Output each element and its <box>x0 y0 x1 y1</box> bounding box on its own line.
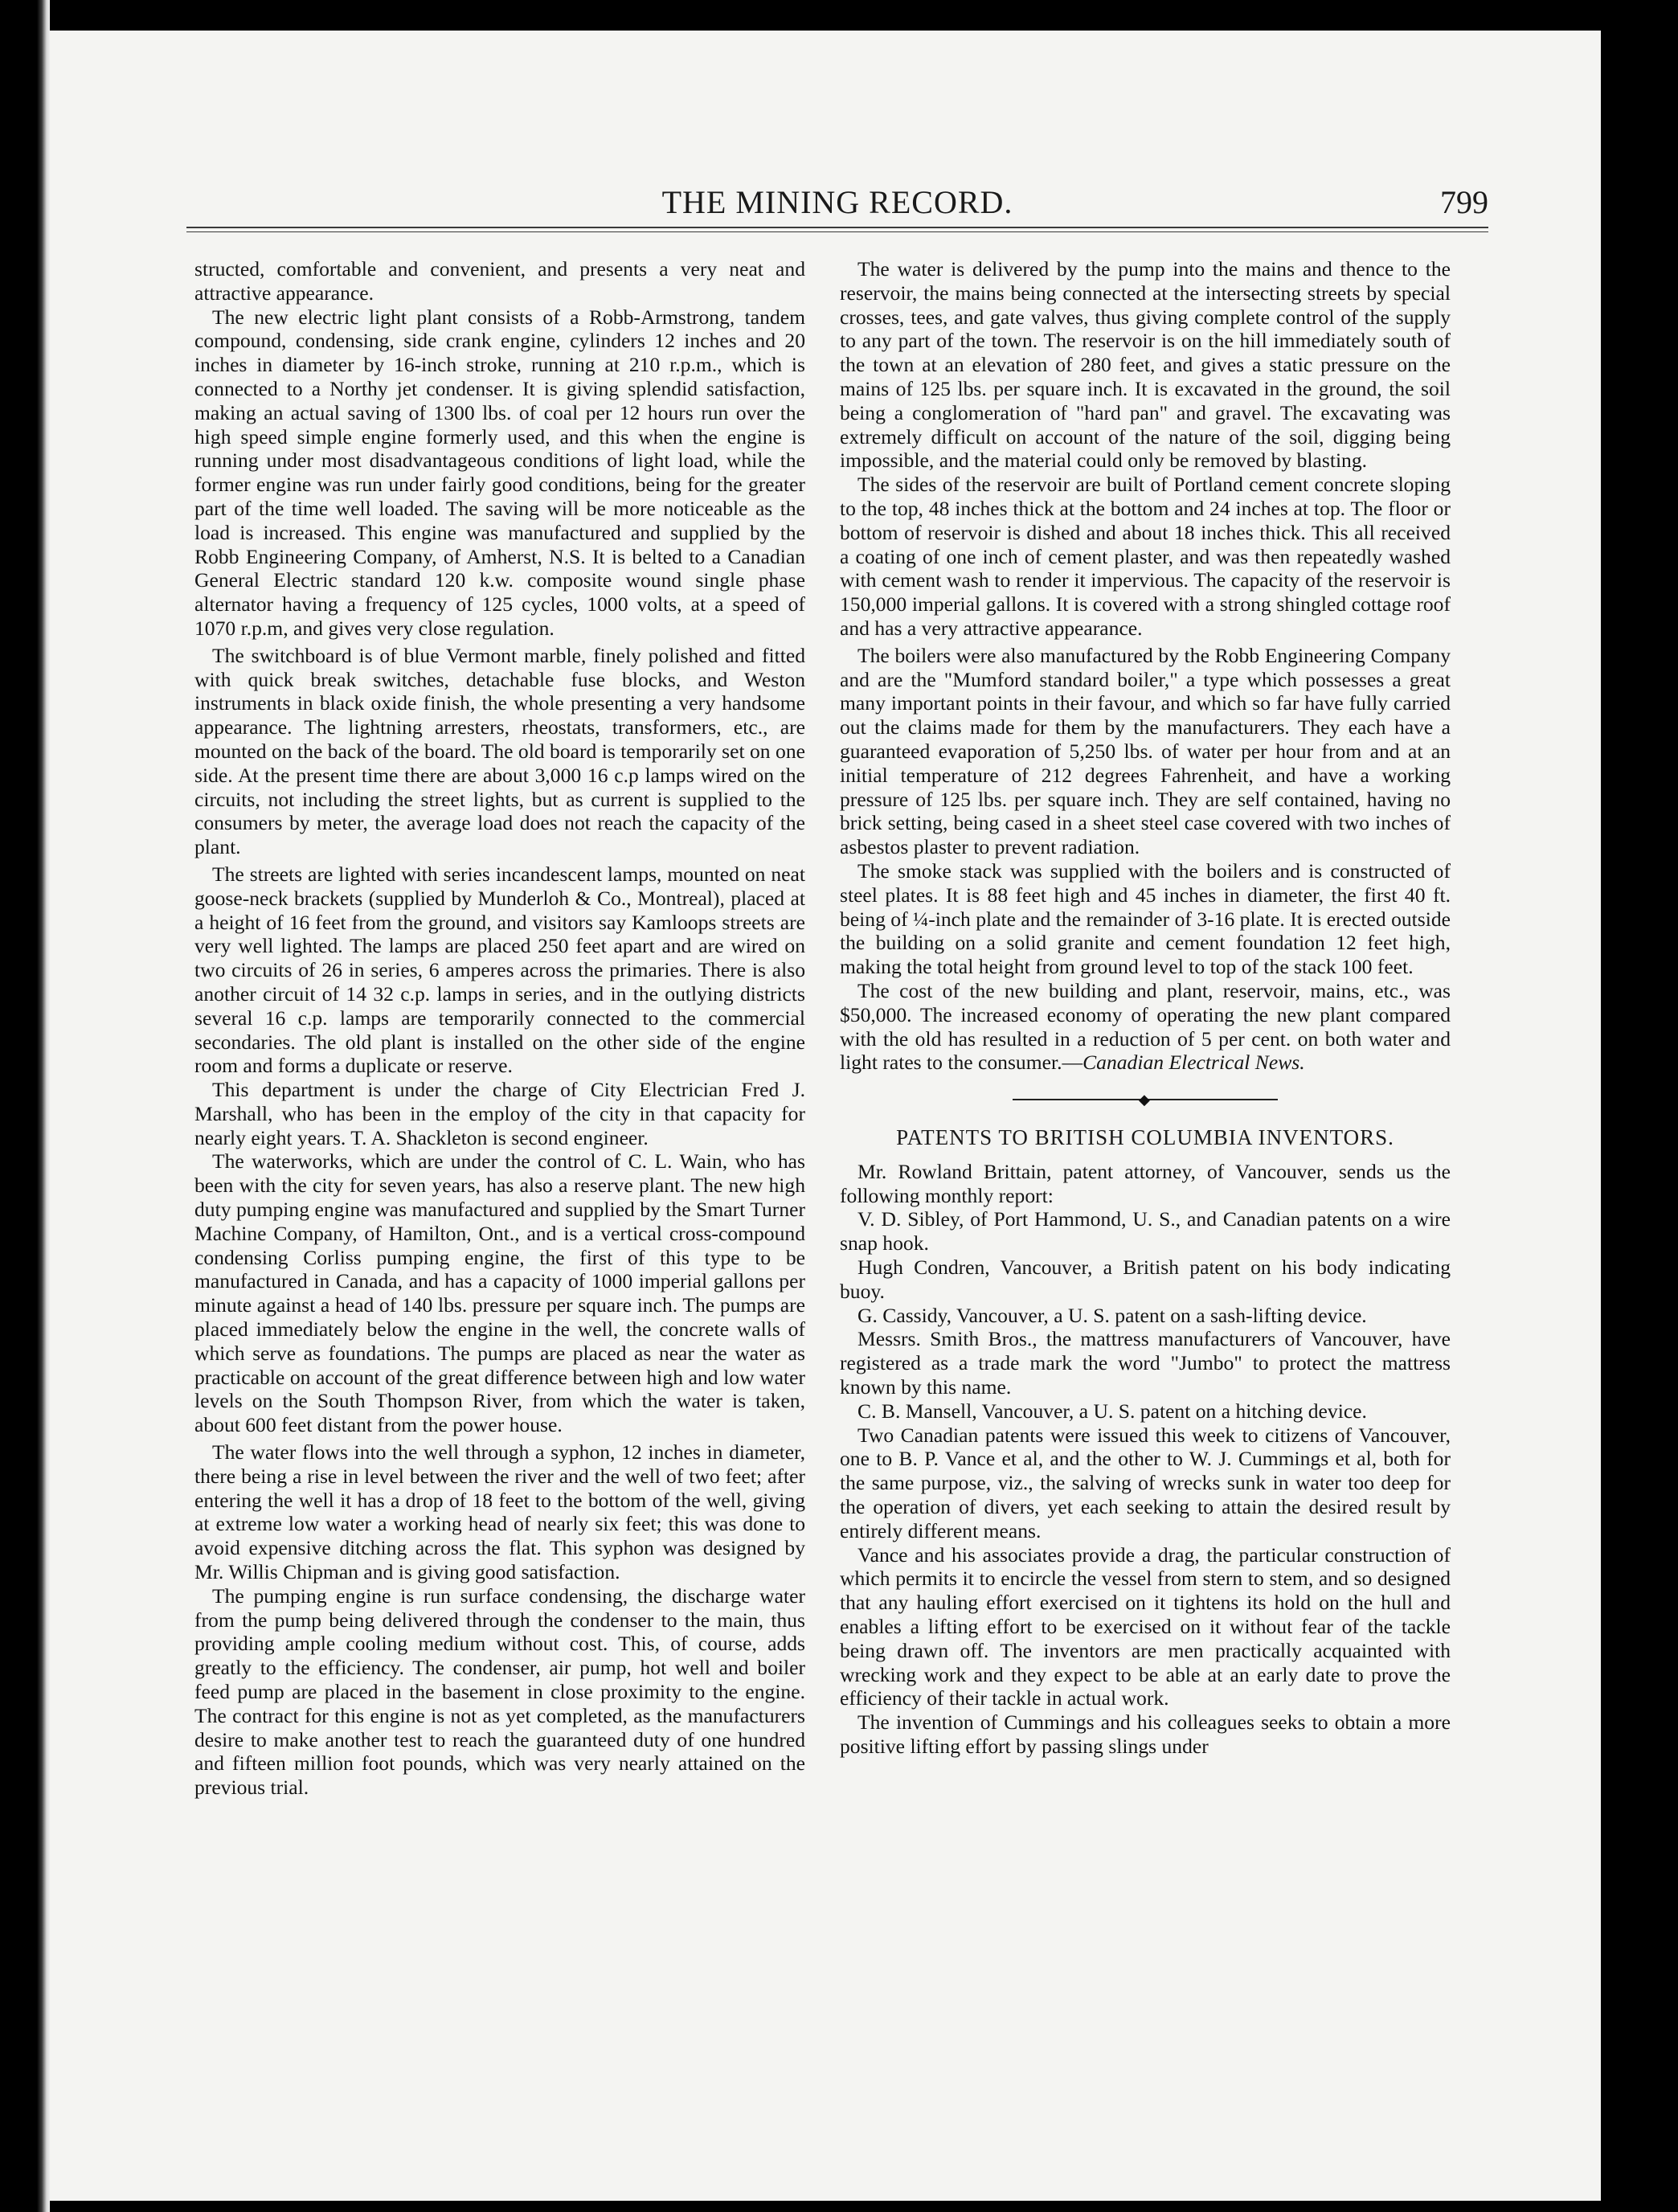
paragraph: V. D. Sibley, of Port Hammond, U. S., and Canadian patents on a wire snap hook. <box>840 1207 1451 1256</box>
section-divider <box>840 1088 1451 1112</box>
paragraph: G. Cassidy, Vancouver, a U. S. patent on a sash-lifting device. <box>857 1303 1367 1327</box>
paragraph: Two Canadian patents were issued this week to citizens of Vancouver, one to B. P. Vance et al, and the other to W. J. Cummings et al, both for the same purpose, viz., the salving of wrecks sunk in water too deep for the operation of divers, yet each seeking to attain the desired result by entirely different means. <box>840 1423 1451 1542</box>
paragraph: C. B. Mansell, Vancouver, a U. S. patent on a hitching device. <box>857 1399 1367 1423</box>
header-rule-thin <box>186 231 1488 232</box>
paragraph: This department is under the charge of City Electrician Fred J. Marshall, who has been in the employ of the city in that capacity for nearly eight years. T. A. Shackleton is second engineer. <box>194 1078 805 1149</box>
header-rule <box>186 227 1488 228</box>
paragraph: The boilers were also manufactured by the Robb Engineering Company and are the "Mumford standard boiler," a type which possesses a great many important points in their favour, and which so far have fully carried out the claims made for them by the manufacturers. They each have a guaranteed evaporation of 5,250 lbs. of water per hour from and at an initial temperature of 212 degrees Fahrenheit, and have a working pressure of 125 lbs. per square inch. They are self contained, having no brick setting, being cased in a sheet steel case covered with two inches of asbestos plaster to prevent radiation. <box>840 643 1451 859</box>
paragraph: structed, comfortable and convenient, and presents a very neat and attractive appearance. <box>194 257 805 305</box>
paragraph: The water is delivered by the pump into the mains and thence to the reservoir, the mains being connected at the intersecting streets by special crosses, tees, and gate valves, thus giving complete control of the supply to any part of the town. The reservoir is on the hill immediately south of the town at an elevation of 280 feet, and gives a static pressure on the mains of 125 lbs. per square inch. It is excavated in the ground, the soil being a conglomeration of "hard pan" and gravel. The excavating was extremely difficult on account of the nature of the soil, digging being impossible, and the material could only be removed by blasting. <box>840 257 1451 473</box>
page-number: 799 <box>1440 184 1488 220</box>
paragraph: Hugh Condren, Vancouver, a British patent on his body indicating buoy. <box>840 1256 1451 1303</box>
running-header <box>186 141 1488 238</box>
right-column <box>840 257 1451 1759</box>
paragraph: The switchboard is of blue Vermont marble, finely polished and fitted with quick break switches, detachable fuse blocks, and Weston instruments in black oxide finish, the whole presenting a very handsome appearance. The lightning arresters, rheostats, transformers, etc., are mounted on the back of the board. The old board is temporarily set on one side. At the present time there are about 3,000 16 c.p lamps wired on the circuits, not including the street lights, but as current is supplied to the consumers by meter, the average load does not reach the capacity of the plant. <box>194 643 805 859</box>
publication-title: THE MINING RECORD. <box>661 184 1013 220</box>
section-title: PATENTS TO BRITISH COLUMBIA INVENTORS. <box>896 1125 1394 1150</box>
document-page <box>50 31 1601 2201</box>
paragraph: The water flows into the well through a syphon, 12 inches in diameter, there being a rise in level between the river and the well of two feet; after entering the well it has a drop of 18 feet to the bottom of the well, giving at extreme low water a working head of nearly six feet; this was done to avoid expensive ditching across the flat. This syphon was designed by Mr. Willis Chipman and is giving good satisfaction. <box>194 1440 805 1584</box>
paragraph: Mr. Rowland Brittain, patent attorney, of Vancouver, sends us the following monthly report: <box>840 1159 1451 1207</box>
paragraph: The streets are lighted with series incandescent lamps, mounted on neat goose-neck brackets (supplied by Munderloh & Co., Montreal), placed at a height of 16 feet from the ground, and visitors say Kamloops streets are very well lighted. The lamps are placed 250 feet apart and are wired on two circuits of 26 in series, 6 amperes across the primaries. There is also another circuit of 14 32 c.p. lamps in series, and in the outlying districts several 16 c.p. lamps are temporarily connected to the commercial secondaries. The old plant is installed on the other side of the engine room and forms a duplicate or reserve. <box>194 862 805 1078</box>
paragraph: The waterworks, which are under the control of C. L. Wain, who has been with the city for seven years, has also a reserve plant. The new high duty pumping engine was manufactured and supplied by the Smart Turner Machine Company, of Hamilton, Ont., and is a vertical cross-compound condensing Corliss pumping engine, the first of this type to be manufactured in Canada, and has a capacity of 1000 imperial gallons per minute against a head of 140 lbs. pressure per square inch. The pumps are placed immediately below the engine in the well, the concrete walls of which serve as foundations. The pumps are placed as near the water as practicable on account of the great difference between high and low water levels on the South Thompson River, from which the water is taken, about 600 feet distant from the power house. <box>194 1149 805 1437</box>
source-credit: Canadian Electrical News. <box>1083 1051 1305 1075</box>
paragraph: The sides of the reservoir are built of Portland cement concrete sloping to the top, 48 inches thick at the bottom and 24 inches at top. The floor or bottom of reservoir is dished and about 18 inches thick. This all received a coating of one inch of cement plaster, and was then repeatedly washed with cement wash to render it impervious. The capacity of the reservoir is 150,000 imperial gallons. It is covered with a strong shingled cottage roof and has a very attractive appearance. <box>840 473 1451 640</box>
paragraph: Vance and his associates provide a drag, the particular construction of which permits it to encircle the vessel from stern to stem, and so designed that any hauling effort exercised on it tightens its hold on the hull and enables a lifting effort to be exercised on it without fear of the tackle being drawn off. The inventors are men practically acquainted with wrecking work and they expect to be able at an early date to prove the efficiency of their tackle in actual work. <box>840 1542 1451 1710</box>
paragraph: The new electric light plant consists of a Robb-Armstrong, tandem compound, condensing, side crank engine, cylinders 12 inches and 20 inches in diameter by 16-inch stroke, running at 210 r.p.m., which is connected to a Northy jet condenser. It is giving splendid satisfaction, making an actual saving of 1300 lbs. of coal per 12 hours run over the high speed simple engine formerly used, and this when the engine is running under most disadvantageous conditions of light load, while the former engine was run under fairly good conditions, being for the greater part of the time well loaded. The saving will be more noticeable as the load is increased. This engine was manufactured and supplied by the Robb Engineering Company, of Amherst, N.S. It is belted to a Canadian General Electric standard 120 k.w. composite wound single phase alternator having a frequency of 125 cycles, 1000 volts, at a speed of 1070 r.p.m, and gives very close regulation. <box>194 305 805 640</box>
left-column <box>194 257 805 1800</box>
paragraph: Messrs. Smith Bros., the mattress manufacturers of Vancouver, have registered as a trade mark the word "Jumbo" to protect the mattress known by this name. <box>840 1327 1451 1399</box>
scan-left-margin <box>0 0 50 2212</box>
paragraph: The pumping engine is run surface condensing, the discharge water from the pump being delivered through the condenser to the main, thus providing ample cooling medium without cost. This, of course, adds greatly to the efficiency. The condenser, air pump, hot well and boiler feed pump are placed in the basement in close proximity to the engine. The contract for this engine is not as yet completed, as the manufacturers desire to make another test to reach the guaranteed duty of one hundred and fifteen million foot pounds, which was very nearly attained on the previous trial. <box>194 1583 805 1800</box>
paragraph <box>840 979 1451 1075</box>
paragraph-text: The cost of the new building and plant, reservoir, mains, etc., was $50,000. The increased economy of operating the new plant compared with the old has resulted in a reduction of 5 per cent. on both water and light rates to the consumer.— <box>840 978 1451 1075</box>
paragraph: The smoke stack was supplied with the boilers and is constructed of steel plates. It is 88 feet high and 45 inches in diameter, the first 40 ft. being of ¼-inch plate and the remainder of 3-16 plate. It is erected outside the building on a solid granite and cement foundation 12 feet high, making the total height from ground level to top of the stack 100 feet. <box>840 858 1451 979</box>
diamond-ornament-icon: ◆ <box>1139 1092 1150 1108</box>
paragraph: The invention of Cummings and his colleagues seeks to obtain a more positive lifting effort by passing slings under <box>840 1710 1451 1759</box>
